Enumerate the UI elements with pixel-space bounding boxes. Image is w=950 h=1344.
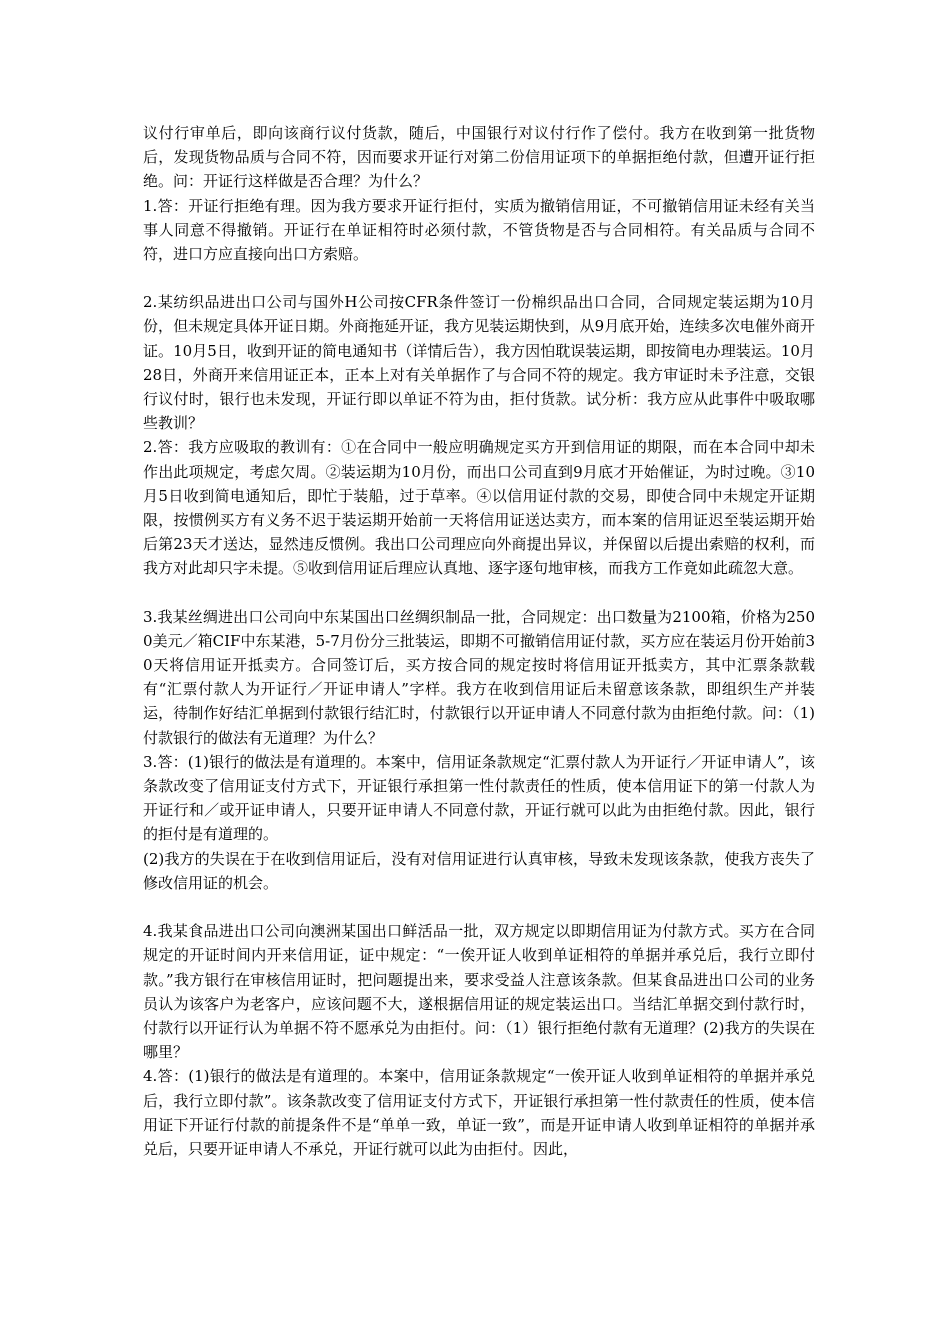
paragraph-case2-answer: 2.答：我方应吸取的教训有：①在合同中一般应明确规定买方开到信用证的期限，而在本合同中却未作出此项规定，考虑欠周。②装运期为10月份，而出口公司直到9月底才开始催证，为时过晚。③10月5日收到简电通知后，即忙于装船，过于草率。④以信用证付款的交易，即使合同中未规定开证期限，按惯例买方有义务不迟于装运期开始前一天将信用证送达卖方，而本案的信用证迟至装运期开始后第23天才送达，显然违反惯例。我出口公司理应向外商提出异议，并保留以后提出索赔的权利，而我方对此却只字未提。⑤收到信用证后理应认真地、逐字逐句地审核，而我方工作竟如此疏忽大意。 bbox=[143, 438, 815, 578]
paragraph-case1-answer: 1.答：开证行拒绝有理。因为我方要求开证行拒付，实质为撤销信用证，不可撤销信用证未经有关当事人同意不得撤销。开证行在单证相符时必须付款，不管货物是否与合同相符。有关品质与合同不符，进口方应直接向出口方索赔。 bbox=[143, 196, 815, 264]
paragraph-spacer bbox=[143, 266, 815, 290]
paragraph-case4-question: 4.我某食品进出口公司向澳洲某国出口鲜活品一批，双方规定以即期信用证为付款方式。买方在合同规定的开证时间内开来信用证，证中规定：“一俟开证人收到单证相符的单据并承兑后，我行立即付款。”我方银行在审核信用证时，把问题提出来，要求受益人注意该条款。但某食品进出口公司的业务员认为该客户为老客户，应该问题不大，遂根据信用证的规定装运出口。当结汇单据交到付款行时，付款行以开证行认为单据不符不愿承兑为由拒付。问：（1）银行拒绝付款有无道理？(2)我方的失误在哪里？ bbox=[143, 922, 815, 1062]
document-page bbox=[143, 121, 815, 1161]
paragraph-case2-question: 2.某纺织品进出口公司与国外H公司按CFR条件签订一份棉织品出口合同，合同规定装运期为10月份，但未规定具体开证日期。外商拖延开证，我方见装运期快到，从9月底开始，连续多次电催外商开证。10月5日，收到开证的简电通知书（详情后告），我方因怕耽误装运期，即按简电办理装运。10月28日，外商开来信用证正本，正本上对有关单据作了与合同不符的规定。我方审证时未予注意，交银行议付时，银行也未发现，开证行即以单证不符为由，拒付货款。试分析：我方应从此事件中吸取哪些教训？ bbox=[143, 293, 815, 433]
paragraph-case3-question: 3.我某丝绸进出口公司向中东某国出口丝绸织制品一批，合同规定：出口数量为2100箱，价格为2500美元／箱CIF中东某港，5-7月份分三批装运，即期不可撤销信用证付款，买方应在装运月份开始前30天将信用证开抵卖方。合同签订后，买方按合同的规定按时将信用证开抵卖方，其中汇票条款载有“汇票付款人为开证行／开证申请人”字样。我方在收到信用证后未留意该条款，即组织生产并装运，待制作好结汇单据到付款银行结汇时，付款银行以开证申请人不同意付款为由拒绝付款。问：（1)付款银行的做法有无道理？为什么？ bbox=[143, 607, 815, 747]
paragraph-case3-answer-part2: (2)我方的失误在于在收到信用证后，没有对信用证进行认真审核，导致未发现该条款，使我方丧失了修改信用证的机会。 bbox=[143, 849, 815, 892]
paragraph-spacer bbox=[143, 895, 815, 919]
paragraph-case4-answer: 4.答：(1)银行的做法是有道理的。本案中，信用证条款规定“一俟开证人收到单证相符的单据并承兑后，我行立即付款”。该条款改变了信用证支付方式下，开证银行承担第一性付款责任的性质，使本信用证下开证行付款的前提条件不是“单单一致，单证一致”，而是开证申请人收到单证相符的单据并承兑后，只要开证申请人不承兑，开证行就可以此为由拒付。因此， bbox=[143, 1067, 815, 1158]
paragraph-case1-question-continued: 议付行审单后，即向该商行议付货款，随后，中国银行对议付行作了偿付。我方在收到第一批货物后，发现货物品质与合同不符，因而要求开证行对第二份信用证项下的单据拒绝付款，但遭开证行拒绝。问：开证行这样做是否合理？为什么？ bbox=[143, 124, 815, 191]
paragraph-spacer bbox=[143, 581, 815, 605]
paragraph-case3-answer-part1: 3.答：(1)银行的做法是有道理的。本案中，信用证条款规定“汇票付款人为开证行／开证申请人”，该条款改变了信用证支付方式下，开证银行承担第一性付款责任的性质，使本信用证下的第一付款人为开证行和／或开证申请人，只要开证申请人不同意付款，开证行就可以此为由拒绝付款。因此，银行的拒付是有道理的。 bbox=[143, 752, 815, 844]
